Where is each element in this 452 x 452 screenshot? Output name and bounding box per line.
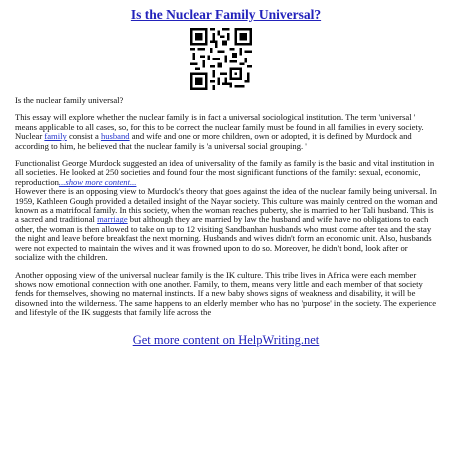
husband-link[interactable]: husband [100, 131, 130, 142]
family-link[interactable]: family [44, 131, 67, 142]
show-more-link[interactable]: ...show more content... [58, 176, 137, 187]
essay-body [15, 96, 439, 326]
paragraph-text: However there is an opposing view to Murdock's theory that goes against the idea of the nuclear family being universal. In 1959, Kathleen Gough provided a detailed insight of the Nayar society. This culture was mainly centred on the woman and known as a matrifocal family. In this society, when the woman reaches puberty, she is married to her Tali husband. This is a sacred and traditional [15, 186, 438, 225]
document-title[interactable]: Is the Nuclear Family Universal? [130, 7, 322, 22]
paragraph-definition [15, 113, 439, 151]
paragraph-text: but although they are married by law the husband and wife have no obligations to each other, the woman is then allowed to take on up to 12 visiting Sandbanhan husbands who must come after tea and the stay the night and leave before breakfast the next morning. Husbands and wives didn't form an economic unit. Also, husbands were not expected to maintain the wives and it was frowned upon to do so. Moreover, he didn't bond, look after or socialize with the children. [15, 214, 432, 263]
paragraph-text: and wife and one or more children, own or adopted, it is defined by Murdock and according to him, he believed that the nuclear family is 'a universal social grouping. ' [15, 131, 412, 151]
paragraph-murdock [15, 159, 439, 262]
get-more-content-link[interactable]: Get more content on HelpWriting.net [132, 333, 320, 347]
marriage-link[interactable]: marriage [97, 214, 128, 225]
paragraph-text: Functionalist George Murdock suggested an idea of universality of the family as family is the basic and vital institution in all societies. He looked at 250 societies and found four the most significant functions of the family: sexual, economic, reproduction [15, 158, 435, 187]
paragraph-text: This essay will explore whether the nuclear family is in fact a universal sociological institution. The term 'universal ' means applicable to all cases, so, for this to be correct the nuclear family must be found in all families in every society. Nuclear [15, 112, 424, 142]
paragraph-ik-culture: Another opposing view of the universal nuclear family is the IK culture. This tribe lives in Africa were each member shows now emotional connection with one another. Family, to them, means very little and each member of that society fends for themselves, showing no maternal instincts. If a new baby shows signs of weakness and disability, it will be disowned into the wilderness. The same happens to an elderly member who has no 'purpose' in the society. The experience and lifestyle of the IK suggests that family life across the [15, 269, 437, 318]
intro-question: Is the nuclear family universal? [15, 95, 124, 105]
paragraph-text: consist a [66, 131, 101, 142]
qr-code [190, 28, 252, 90]
